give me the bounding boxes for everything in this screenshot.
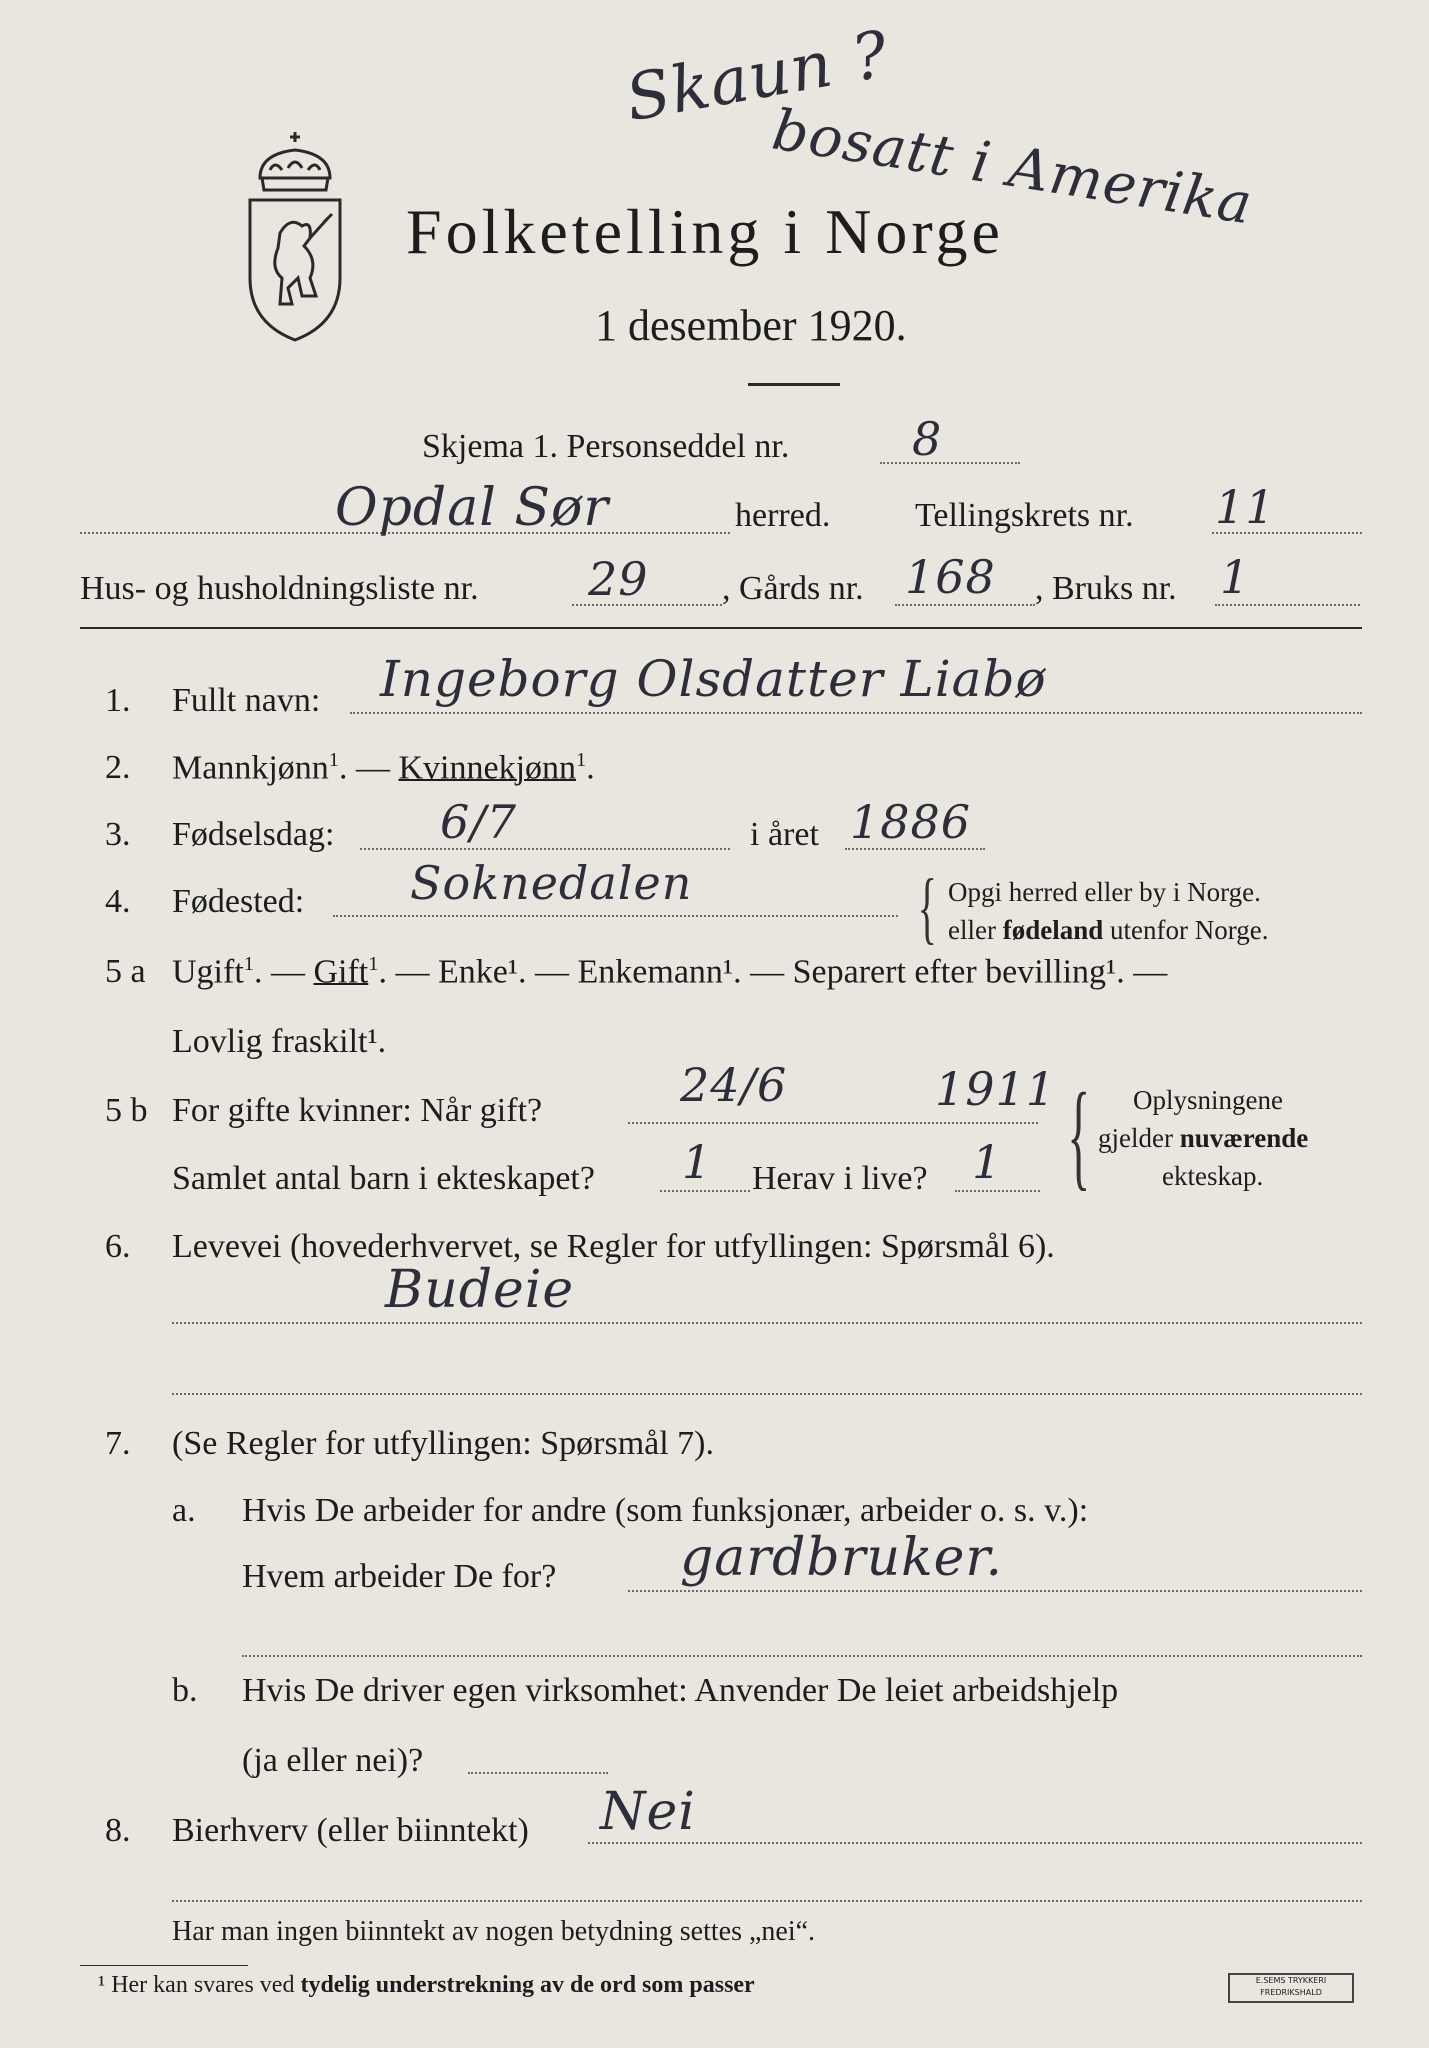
full-name-value: Ingeborg Olsdatter Liabø xyxy=(380,650,1047,708)
header-rule xyxy=(80,627,1362,629)
q6-line-1 xyxy=(172,1322,1362,1324)
q4-note-2c: utenfor Norge. xyxy=(1103,915,1269,945)
tellingskrets-label: Tellingskrets nr. xyxy=(915,497,1134,534)
hus-value: 29 xyxy=(588,552,649,606)
handwritten-note-right: bosatt i Amerika xyxy=(767,97,1257,238)
q8-number: 8. xyxy=(105,1812,131,1849)
q5a-sep: . — xyxy=(253,953,314,991)
q8-line-1 xyxy=(588,1842,1362,1844)
q5a-options: Ugift$^1$. — Gift$^1$. — Enke¹. — Enkemann¹. — Separert efter bevilling¹. — xyxy=(172,953,1168,991)
footnote-rule xyxy=(80,1965,248,1966)
q4-note-1: Opgi herred eller by i Norge. xyxy=(948,877,1261,907)
q3-line xyxy=(360,848,730,850)
q5b-alive-label: Herav i live? xyxy=(752,1160,928,1197)
q5b-label: For gifte kvinner: Når gift? xyxy=(172,1092,543,1129)
married-year-value: 1911 xyxy=(935,1062,1057,1116)
q7-number: 7. xyxy=(105,1425,131,1462)
employer-value: gardbruker. xyxy=(680,1528,1004,1588)
occupation-value: Budeie xyxy=(385,1260,575,1320)
personseddel-line xyxy=(880,462,1020,464)
q5b-note-2a: gjelder xyxy=(1098,1123,1180,1153)
q4-note-2a: eller xyxy=(948,915,1003,945)
herred-value: Opdal Sør xyxy=(335,478,610,538)
q5a-ugift: Ugift xyxy=(172,953,244,991)
hus-label: Hus- og husholdningsliste nr. xyxy=(80,570,479,607)
q5b-alive-line xyxy=(955,1190,1040,1192)
q7b-line xyxy=(468,1772,608,1774)
q3-label: Fødselsdag: xyxy=(172,816,335,853)
q4-note-2b: fødeland xyxy=(1002,915,1104,945)
q5b-line xyxy=(628,1122,1038,1124)
q4-brace: { xyxy=(917,864,937,952)
q5b-brace: { xyxy=(1067,1068,1091,1201)
q4-number: 4. xyxy=(105,883,131,920)
q7a-line-1 xyxy=(628,1590,1362,1592)
q7a-line-2 xyxy=(242,1655,1362,1657)
q6-number: 6. xyxy=(105,1228,131,1265)
q5b-number: 5 b xyxy=(105,1092,148,1129)
q5b-children-line xyxy=(660,1190,750,1192)
footnote-a: ¹ Her kan svares ved xyxy=(98,1972,301,1998)
q5a-gift: Gift xyxy=(313,953,369,991)
q5b-note-3: ekteskap. xyxy=(1162,1161,1264,1191)
q5b-children-label: Samlet antal barn i ekteskapet? xyxy=(172,1160,595,1197)
page-title: Folketelling i Norge xyxy=(406,196,1004,267)
q4-note-2 xyxy=(948,915,1268,946)
q2-number: 2. xyxy=(105,749,131,786)
q5a-line2: Lovlig fraskilt¹. xyxy=(172,1023,387,1060)
q2-kvinnekjonn: Kvinnekjønn xyxy=(398,749,577,787)
birthday-value: 6/7 xyxy=(440,795,518,849)
gards-value: 168 xyxy=(905,550,996,604)
side-income-value: Nei xyxy=(600,1782,696,1842)
q6-label: Levevei (hovederhvervet, se Regler for utfyllingen: Spørsmål 6). xyxy=(172,1228,1055,1265)
printer-stamp: E.SEMS TRYKKERI FREDRIKSHALD xyxy=(1228,1973,1354,2003)
schema-label: Skjema 1. Personseddel nr. xyxy=(422,428,790,465)
title-divider xyxy=(748,383,840,386)
q7-label: (Se Regler for utfyllingen: Spørsmål 7). xyxy=(172,1425,715,1462)
q2-mannkjonn: Mannkjønn xyxy=(172,749,329,787)
gards-line xyxy=(895,604,1035,606)
married-date-value: 24/6 xyxy=(680,1058,788,1112)
census-date: 1 desember 1920. xyxy=(595,301,907,350)
alive-value: 1 xyxy=(972,1135,1003,1189)
q2-sep: . — xyxy=(338,749,399,787)
q5b-note-2b: nuværende xyxy=(1179,1123,1309,1153)
q5a-rest: . — Enke¹. — Enkemann¹. — Separert efter bevilling¹. — xyxy=(378,953,1168,991)
footer-note: Har man ingen biinntekt av nogen betydning settes „nei“. xyxy=(172,1916,816,1947)
footnote-b: tydelig understrekning av de ord som passer xyxy=(300,1972,755,1998)
bruks-line xyxy=(1215,604,1360,606)
bruks-label: , Bruks nr. xyxy=(1035,570,1177,607)
q7a-number: a. xyxy=(172,1492,196,1529)
q8-label: Bierhverv (eller biinntekt) xyxy=(172,1812,529,1849)
q5b-note-2 xyxy=(1098,1123,1308,1154)
bruks-value: 1 xyxy=(1220,550,1251,604)
q1-number: 1. xyxy=(105,682,131,719)
q4-line xyxy=(333,915,898,917)
q7b-number: b. xyxy=(172,1672,198,1709)
q6-line-2 xyxy=(172,1393,1362,1395)
handwritten-note-top: Skaun ? xyxy=(620,17,895,137)
q7b-question: (ja eller nei)? xyxy=(242,1742,424,1779)
q1-label: Fullt navn: xyxy=(172,682,321,719)
coat-of-arms-icon xyxy=(240,128,350,348)
personseddel-value: 8 xyxy=(912,412,943,466)
q3-year-label: i året xyxy=(750,816,819,853)
q7a-label: Hvis De arbeider for andre (som funksjonær, arbeider o. s. v.): xyxy=(242,1492,1089,1529)
q1-line xyxy=(350,712,1362,714)
q2-gender: Mannkjønn$^1$. — Kvinnekjønn$^1$. xyxy=(172,749,595,787)
herred-label: herred. xyxy=(735,497,831,534)
birth-year-value: 1886 xyxy=(850,795,972,849)
children-value: 1 xyxy=(682,1135,713,1189)
q5b-note-1: Oplysningene xyxy=(1133,1085,1283,1115)
birthplace-value: Soknedalen xyxy=(410,856,693,910)
gards-label: , Gårds nr. xyxy=(722,570,864,607)
q7a-who-label: Hvem arbeider De for? xyxy=(242,1558,557,1595)
q2-end: . xyxy=(586,749,595,787)
footnote xyxy=(98,1972,755,1999)
q7b-label: Hvis De driver egen virksomhet: Anvender De leiet arbeidshjelp xyxy=(242,1672,1119,1709)
tellingskrets-value: 11 xyxy=(1215,480,1276,534)
q8-line-2 xyxy=(172,1900,1362,1902)
q5a-number: 5 a xyxy=(105,953,146,990)
q4-label: Fødested: xyxy=(172,883,305,920)
q3-number: 3. xyxy=(105,816,131,853)
